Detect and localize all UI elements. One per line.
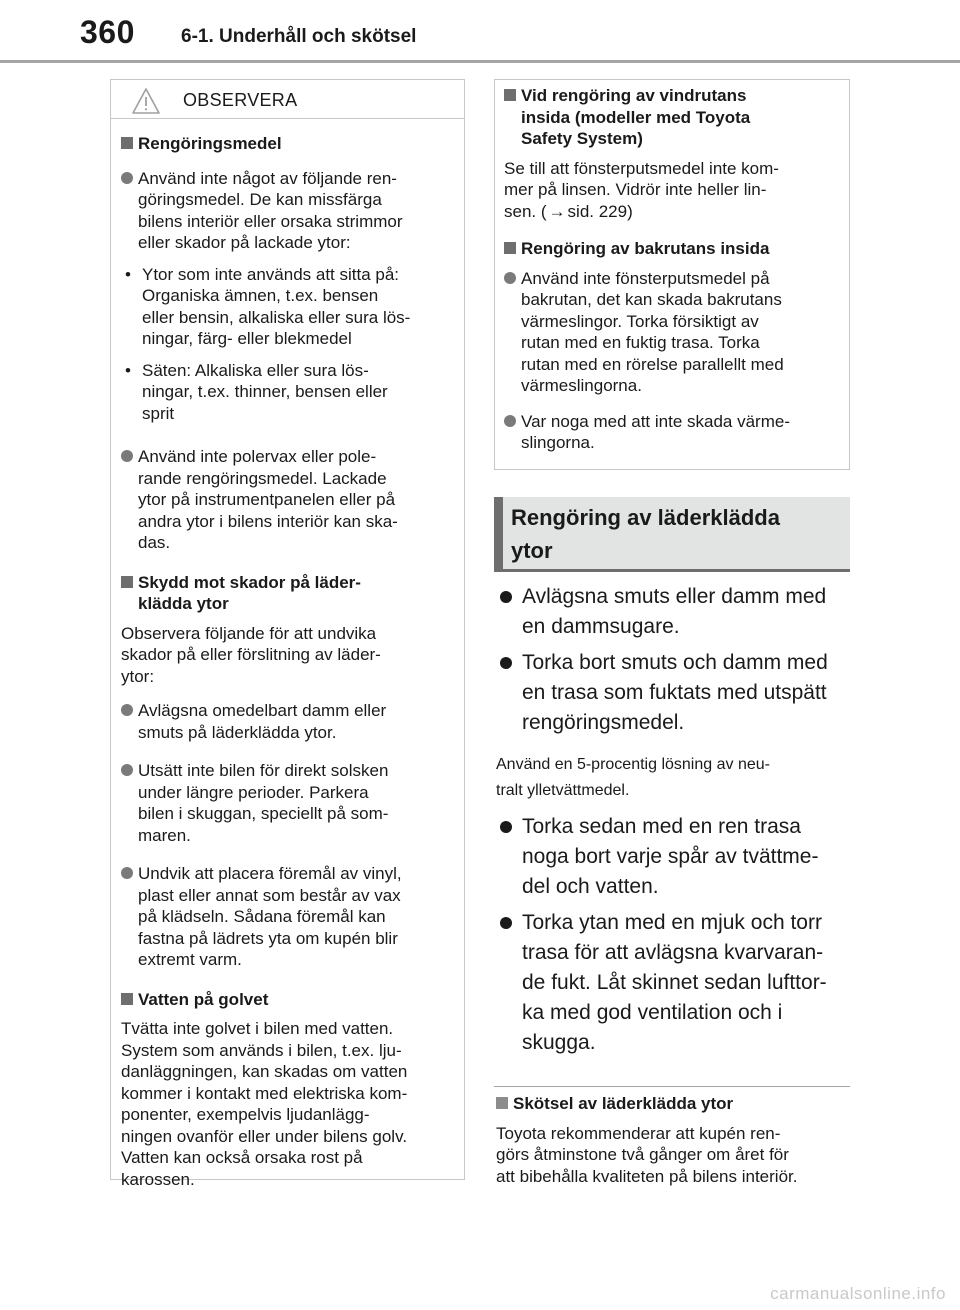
care-heading bbox=[494, 1093, 850, 1115]
circle-bullet-icon bbox=[121, 867, 133, 879]
bullet-glyph: • bbox=[125, 360, 131, 380]
square-bullet-icon bbox=[504, 242, 516, 254]
step-text: Avlägsna smuts eller damm med en dammsugare. bbox=[522, 585, 827, 638]
care-text: Toyota rekommenderar att kupén ren- görs åtminstone två gånger om året för att bibehålla kvaliteten på bilens interiör. bbox=[496, 1123, 798, 1186]
section-banner bbox=[494, 497, 850, 572]
skydd-heading-text: Skydd mot skador på läder- klädda ytor bbox=[138, 572, 361, 613]
vatten-text: Tvätta inte golvet i bilen med vatten. System som används i bilen, t.ex. lju- danläggningen, kan skadas om vatten kommer i kontakt med elektriska kom- ponenter, exempelvis ljudanlägg- ningen ovanför eller under bilens golv. Vatten kan också orsaka rost på karossen. bbox=[121, 1019, 408, 1189]
circle-bullet-icon bbox=[504, 415, 516, 427]
xref-open: ( bbox=[540, 201, 547, 221]
list-item bbox=[504, 411, 835, 454]
list-item bbox=[121, 168, 446, 254]
xref-text: sid. 229) bbox=[567, 201, 633, 221]
vindruta-text bbox=[504, 158, 835, 223]
care-heading-text: Skötsel av läderklädda ytor bbox=[513, 1094, 734, 1113]
circle-bullet-icon bbox=[504, 272, 516, 284]
skydd-heading bbox=[121, 572, 446, 615]
list-item-text: Undvik att placera föremål av vinyl, plast eller annat som består av vax på klädseln. Sådana föremål kan fastna på lädrets yta om kupén blir extremt varm. bbox=[138, 864, 402, 969]
skydd-intro: Observera följande för att undvika skador på eller förslitning av läder- ytor: bbox=[121, 623, 381, 686]
step-item bbox=[494, 648, 850, 738]
circle-bullet-icon bbox=[121, 450, 133, 462]
sub-list-item-text: Säten: Alkaliska eller sura lös- ningar, t.ex. thinner, bensen eller sprit bbox=[142, 360, 388, 423]
vatten-heading bbox=[121, 989, 446, 1011]
watermark: carmanualsonline.info bbox=[770, 1284, 946, 1303]
list-item bbox=[121, 700, 446, 743]
list-item bbox=[121, 760, 446, 846]
list-item-text: Utsätt inte bilen för direkt solsken under längre perioder. Parkera bilen i skuggan, speciellt på som- maren. bbox=[138, 761, 389, 845]
right-column bbox=[494, 79, 850, 1187]
circle-bullet-icon bbox=[500, 591, 512, 603]
list-item-text: Använd inte polervax eller pole- rande rengöringsmedel. Lackade ytor på instrumentpanelen eller på andra ytor i bilens interiör kan ska- das. bbox=[138, 447, 398, 552]
arrow-right-icon: → bbox=[548, 201, 566, 221]
rengoringsmedel-heading-text: Rengöringsmedel bbox=[138, 134, 282, 153]
warning-triangle-icon bbox=[131, 87, 161, 115]
square-bullet-icon bbox=[121, 576, 133, 588]
square-bullet-icon bbox=[496, 1097, 508, 1109]
banner-title: Rengöring av läderklädda ytor bbox=[511, 505, 780, 563]
circle-bullet-icon bbox=[500, 821, 512, 833]
circle-bullet-icon bbox=[121, 764, 133, 776]
bullet-glyph: • bbox=[125, 264, 131, 284]
vindruta-heading bbox=[504, 85, 835, 150]
list-item bbox=[121, 863, 446, 971]
circle-bullet-icon bbox=[121, 704, 133, 716]
left-column bbox=[110, 79, 465, 1189]
rengoringsmedel-heading bbox=[121, 133, 446, 155]
step-item bbox=[494, 812, 850, 902]
step-text: Torka bort smuts och damm med en trasa som fuktats med utspätt rengöringsmedel. bbox=[522, 651, 828, 734]
observera-heading bbox=[111, 80, 464, 119]
step-text: Torka ytan med en mjuk och torr trasa för att avlägsna kvarvaran- de fukt. Låt skinnet sedan lufttor- ka med god ventilation och i skugga. bbox=[522, 911, 827, 1054]
header-rule bbox=[0, 60, 960, 63]
page-header bbox=[0, 0, 960, 64]
list-item-text: Använd inte något av följande ren- göringsmedel. De kan missfärga bilens interiör eller orsaka strimmor eller skador på lackade ytor: bbox=[138, 168, 403, 252]
list-item-text: Använd inte fönsterputsmedel på bakrutan, det kan skada bakrutans värmeslingor. Torka försiktigt av rutan med en fuktig trasa. Torka rutan med en rörelse parallellt med värmeslingorna. bbox=[521, 268, 784, 395]
page-number: 360 bbox=[80, 14, 135, 50]
page-reference bbox=[541, 202, 633, 221]
sub-list-item bbox=[121, 264, 446, 350]
bakruta-heading bbox=[504, 238, 835, 260]
square-bullet-icon bbox=[121, 993, 133, 1005]
bakruta-heading-text: Rengöring av bakrutans insida bbox=[521, 239, 770, 258]
circle-bullet-icon bbox=[500, 917, 512, 929]
step-text: Torka sedan med en ren trasa noga bort varje spår av tvättme- del och vatten. bbox=[522, 815, 819, 898]
list-item bbox=[504, 268, 835, 397]
square-bullet-icon bbox=[504, 89, 516, 101]
dilution-note: Använd en 5-procentig lösning av neu- tralt ylletvättmedel. bbox=[496, 756, 770, 799]
right-info-box bbox=[494, 79, 850, 470]
step-item bbox=[494, 908, 850, 1058]
sub-list-item-text: Ytor som inte används att sitta på: Organiska ämnen, t.ex. bensen eller bensin, alkaliska eller sura lös- ningar, färg- eller blekmedel bbox=[142, 264, 411, 348]
vindruta-body: Se till att fönsterputsmedel inte kom- mer på linsen. Vidrör inte heller lin- sen. bbox=[504, 158, 779, 221]
section-divider bbox=[494, 1086, 850, 1087]
list-item bbox=[121, 446, 446, 554]
circle-bullet-icon bbox=[500, 657, 512, 669]
square-bullet-icon bbox=[121, 137, 133, 149]
banner-accent-bar bbox=[494, 497, 503, 569]
step-item bbox=[494, 582, 850, 642]
observera-box bbox=[110, 79, 465, 1189]
list-item-text: Avlägsna omedelbart damm eller smuts på läderklädda ytor. bbox=[138, 701, 387, 742]
circle-bullet-icon bbox=[121, 172, 133, 184]
observera-label: OBSERVERA bbox=[183, 90, 298, 110]
vindruta-heading-text: Vid rengöring av vindrutans insida (modeller med Toyota Safety System) bbox=[521, 86, 751, 148]
vatten-heading-text: Vatten på golvet bbox=[138, 989, 269, 1009]
section-title: 6-1. Underhåll och skötsel bbox=[181, 26, 417, 47]
list-item-text: Var noga med att inte skada värme- slingorna. bbox=[521, 411, 790, 452]
sub-list-item bbox=[121, 360, 446, 425]
